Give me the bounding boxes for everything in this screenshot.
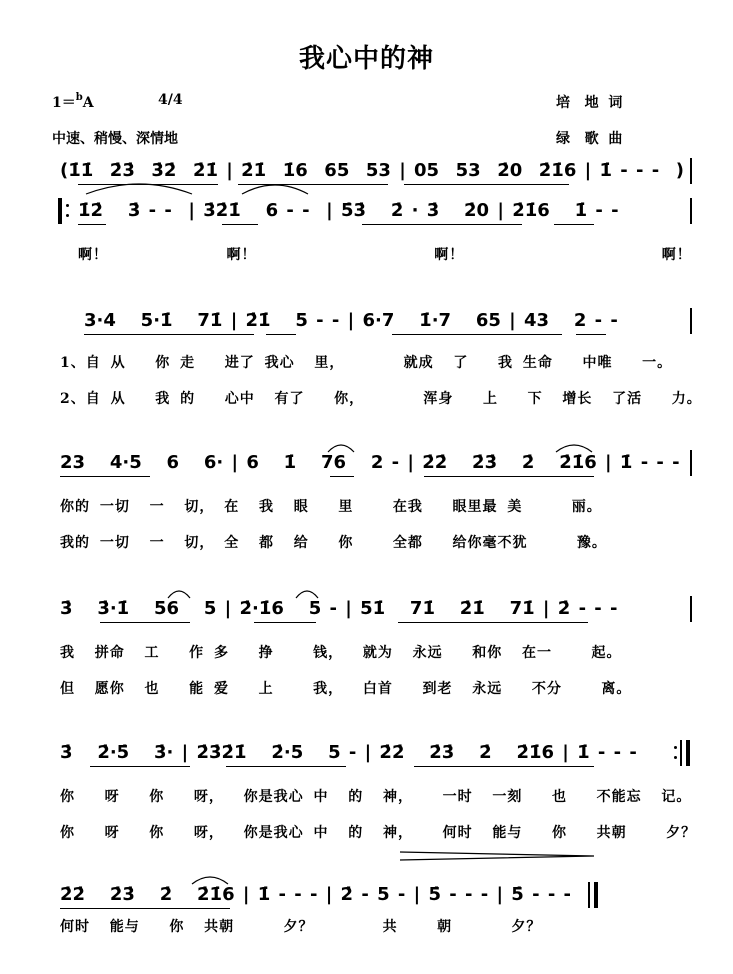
song-title: 我心中的神 [298,44,434,74]
slur-mark [166,586,192,600]
notation-row-2: 1̇2̇ 3̇ - - | 3̇2̇1̇ 6 - - | 5̇3̇ 2̇ · 3̇ 2̇0 | 2̇1̇6 1̇ - - [78,200,619,221]
beam-line [222,224,258,225]
beam-line [554,224,594,225]
notation-row-1: (1̇1̇ 2̇3̇ 3̇2̇ 2̇1̇ | 2̇1̇ 1̇6 65 53 | 05 53 2̇0 2̇1̇6 | 1̇ - - - ) [60,160,684,181]
key-signature [52,92,94,112]
notation-row-4: 23 4·5 6 6· | 6 1̇ 76 2 - | 2̇2̇ 2̇3̇ 2̇ 2̇1̇6 | 1̇ - - - [60,452,680,473]
barline [690,308,692,334]
barline [690,198,692,224]
notation-row-5: 3̇ 3̇·1̇ 56 5 | 2̇·1̇6 5 - | 51̇ 71̇ 2̇1̇ 71̇ | 2̇ - - - [60,598,618,619]
repeat-end-barline [686,740,690,766]
beam-line [576,334,606,335]
slur-mark [240,178,310,196]
beam-line [100,622,190,623]
lyric-line-row-4-verse-2: 我的 一切 一 切， 全 都 给 你 全都 给你毫不犹 豫。 [60,535,607,551]
beam-line [362,224,522,225]
key-note: A [82,95,94,111]
composer-credit: 绿 歌 曲 [556,131,623,147]
beam-line [254,622,316,623]
beam-line [398,622,588,623]
barline [690,158,692,184]
tempo-marking: 中速、稍慢、深情地 [52,131,178,147]
time-signature: 4/4 [158,92,183,108]
beam-line [78,224,106,225]
barline [588,882,590,908]
beam-line [60,908,230,909]
repeat-dot [66,204,69,207]
beam-line [404,184,569,185]
beam-line [266,334,296,335]
repeat-start-barline [58,198,62,224]
slur-mark [326,440,356,454]
notation-row-7: 2̇2̇ 2̇3̇ 2̇ 2̇1̇6 | 1̇ - - - | 2̇ - 5 - | 5̇ - - - | 5̇ - - - [60,884,572,905]
slur-mark [554,440,594,454]
barline [690,596,692,622]
slur-mark [294,586,320,600]
beam-line [90,766,190,767]
final-barline [594,882,598,908]
beam-line [392,334,562,335]
lyric-line-row-6-verse-2: 你 呀 你 呀， 你是我心 中 的 神， 何时 能与 你 共朝 夕？ [60,825,697,841]
lyric-line-row-5-verse-1: 我 拼命 工 作 多 挣 钱， 就为 永远 和你 在一 起。 [60,645,622,661]
repeat-dot [674,756,677,759]
repeat-dot [66,214,69,217]
beam-line [226,766,346,767]
lyric-line-row-7: 何时 能与 你 共朝 夕？ 共 朝 夕？ [60,919,542,935]
barline [680,740,682,766]
beam-line [60,476,150,477]
lyricist-credit: 培 地 词 [556,95,623,111]
lyric-line-row-3-verse-1: 1、自 从 你 走 进了 我心 里， 就成 了 我 生命 中唯 一。 [60,355,673,371]
slur-mark [84,178,194,196]
beam-line [424,476,594,477]
key-flat: b [75,92,83,103]
beam-line [84,334,254,335]
beam-line [330,476,354,477]
notation-row-6: 3̇ 2̇·5̇ 3̇· | 2̇3̇2̇1̇ 2̇·5 5 - | 2̇2̇ 2̇3̇ 2̇ 2̇1̇6 | 1̇ - - - [60,742,637,763]
lyric-line-row-3-verse-2: 2、自 从 我 的 心中 有了 你， 浑身 上 下 增长 了活 力。 [60,391,702,407]
lyric-line-row-6-verse-1: 你 呀 你 呀， 你是我心 中 的 神， 一时 一刻 也 不能忘 记。 [60,789,692,805]
key-label: 1＝ [52,95,76,111]
notation-row-3: 3·4 5·1̇ 71̇ | 2̇1̇ 5 - - | 6·7 1̇·7 65 | 43 2 - - [84,310,618,331]
beam-line [414,766,594,767]
repeat-dot [674,746,677,749]
lyric-line-row-5-verse-2: 但 愿你 也 能 爱 上 我， 白首 到老 永远 不分 离。 [60,681,632,697]
lyric-line-row-4-verse-1: 你的 一切 一 切， 在 我 眼 里 在我 眼里最 美 丽。 [60,499,602,515]
slur-mark [190,872,230,886]
lyric-line-row-2: 啊！ 啊！ 啊！ 啊！ [78,247,692,263]
barline [690,450,692,476]
decrescendo-hairpin [398,846,598,868]
